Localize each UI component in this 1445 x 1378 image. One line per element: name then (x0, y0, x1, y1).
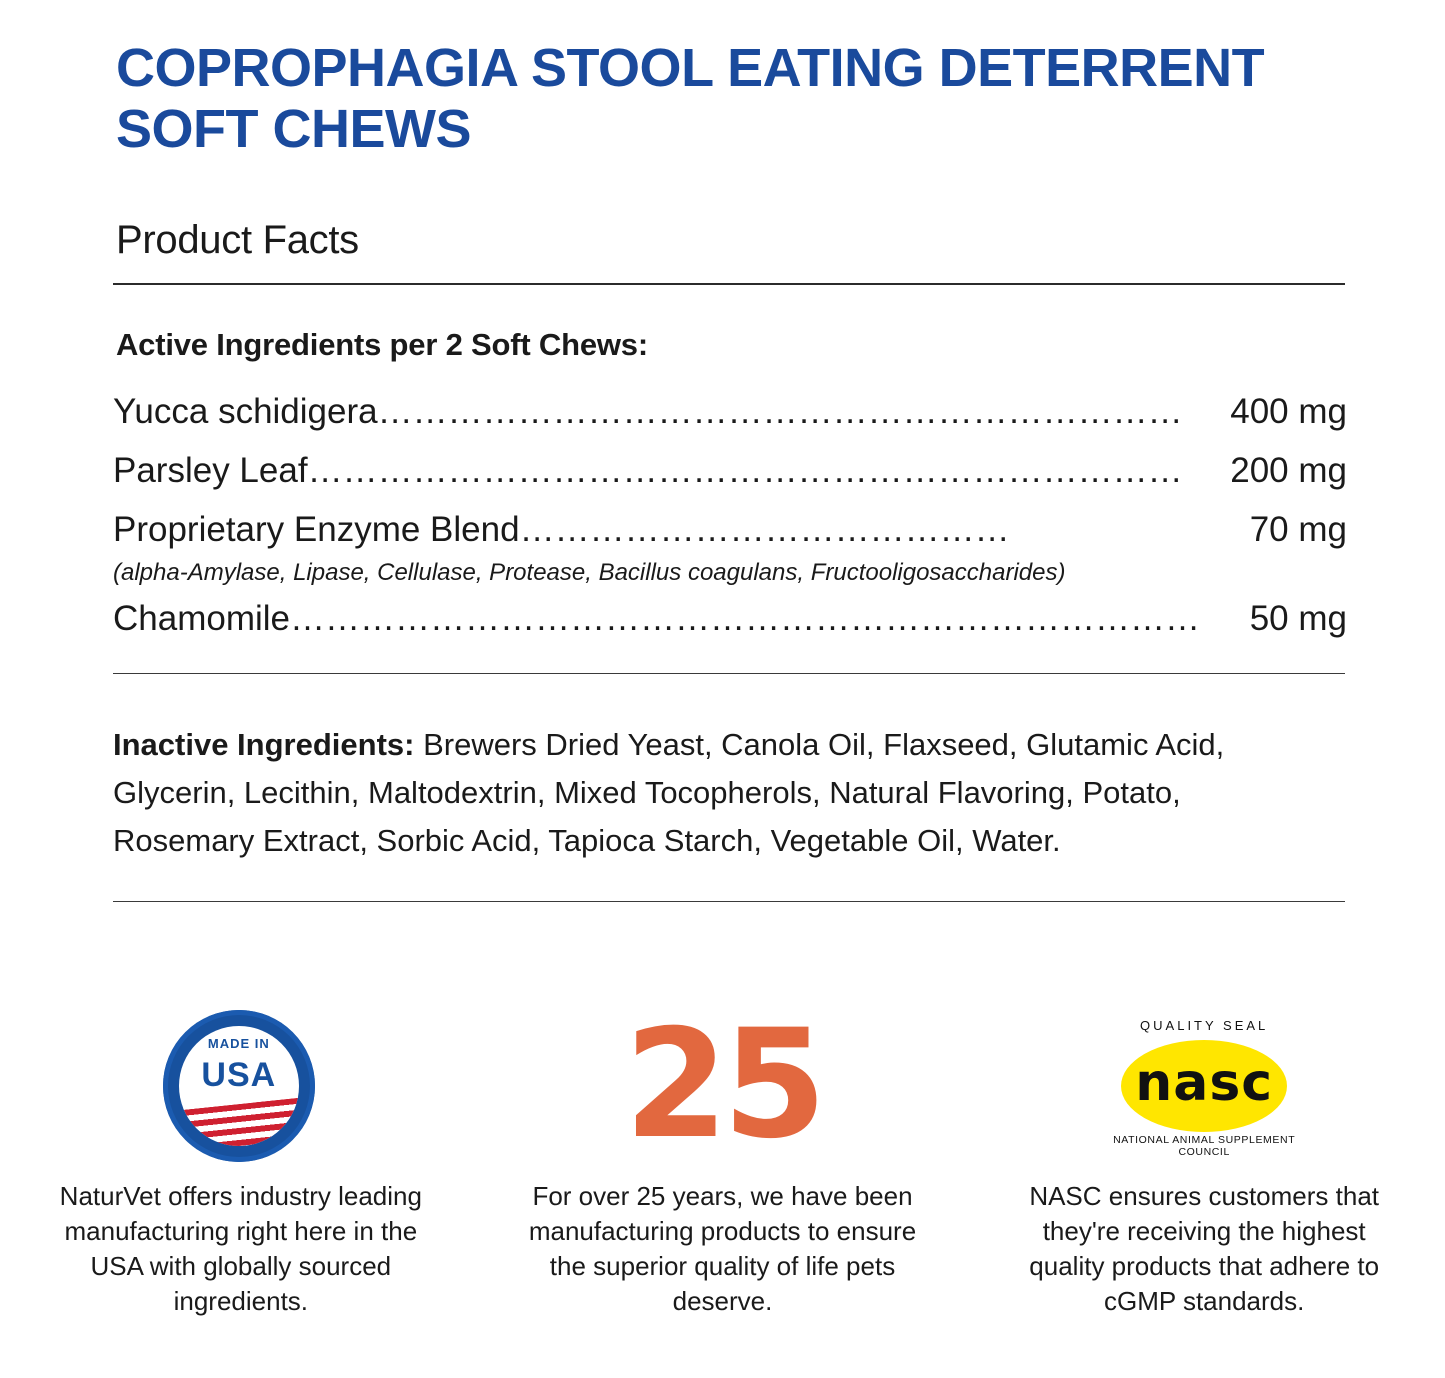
ingredient-amount: 70 mg (1249, 510, 1347, 549)
enzyme-blend-note: (alpha-Amylase, Lipase, Cellulase, Protease, Bacillus coagulans, Fructooligosaccharides) (113, 559, 1066, 586)
leader-dots: ………………………………………………………………… (307, 451, 1183, 490)
made-in-usa-seal-icon (157, 1005, 325, 1165)
leader-dots: …………………………………… (519, 510, 1010, 549)
divider-top (113, 283, 1345, 285)
list-item (113, 382, 1347, 441)
nasc-quality-seal-icon (1099, 1005, 1309, 1165)
badge-caption: NASC ensures customers that they're receiving the highest quality products that adhere to cGMP standards. (1029, 1181, 1380, 1316)
badge-nasc (963, 1005, 1445, 1319)
ingredient-name: Proprietary Enzyme Blend (113, 510, 520, 549)
nasc-bottom-text: NATIONAL ANIMAL SUPPLEMENT COUNCIL (1113, 1134, 1296, 1158)
badge-25-years (482, 998, 964, 1319)
usa-seal-usa-text: USA (201, 1056, 277, 1094)
nasc-top-text: QUALITY SEAL (1140, 1018, 1269, 1033)
ingredient-amount: 400 mg (1230, 392, 1347, 431)
ingredient-amount: 50 mg (1249, 599, 1347, 638)
divider-middle (113, 673, 1345, 674)
25-years-icon (624, 998, 821, 1172)
badges-row (0, 998, 1445, 1319)
usa-seal-made-in-text: MADE IN (207, 1036, 270, 1051)
badge-caption: NaturVet offers industry leading manufacturing right here in the USA with globally sourced ingredients. (59, 1181, 422, 1316)
inactive-ingredients-block (113, 721, 1328, 865)
divider-bottom (113, 901, 1345, 902)
years-mark-text: 25 (624, 998, 821, 1172)
leader-dots: …………………………………………………………………… (290, 599, 1200, 638)
badge-caption: For over 25 years, we have been manufacturing products to ensure the superior quality of life pets deserve. (528, 1181, 917, 1316)
list-item (113, 441, 1347, 500)
nasc-letters-text: nasc (1135, 1053, 1274, 1113)
active-ingredients-list (113, 382, 1347, 648)
list-item (113, 589, 1347, 648)
ingredient-name: Yucca schidigera (113, 392, 378, 431)
page-title: COPROPHAGIA STOOL EATING DETERRENT SOFT CHEWS (116, 38, 1265, 160)
product-facts-heading: Product Facts (116, 218, 359, 262)
active-ingredients-label: Active Ingredients per 2 Soft Chews: (116, 327, 648, 362)
inactive-ingredients-label: Inactive Ingredients: (113, 727, 415, 762)
badge-made-in-usa (0, 1005, 482, 1319)
ingredient-name: Parsley Leaf (113, 451, 308, 490)
usa-flag-icon (179, 1096, 299, 1146)
ingredient-amount: 200 mg (1230, 451, 1347, 490)
list-item (113, 500, 1347, 559)
inactive-ingredients-text: Brewers Dried Yeast, Canola Oil, Flaxseed, Glutamic Acid, Glycerin, Lecithin, Maltodextrin, Mixed Tocopherols, Natural Flavoring, Potato, Rosemary Extract, Sorbic Acid, Tapioca Starch, Vegetable Oil, Water. (113, 727, 1225, 858)
leader-dots: …………………………………………………………… (377, 392, 1183, 431)
ingredient-name: Chamomile (113, 599, 290, 638)
